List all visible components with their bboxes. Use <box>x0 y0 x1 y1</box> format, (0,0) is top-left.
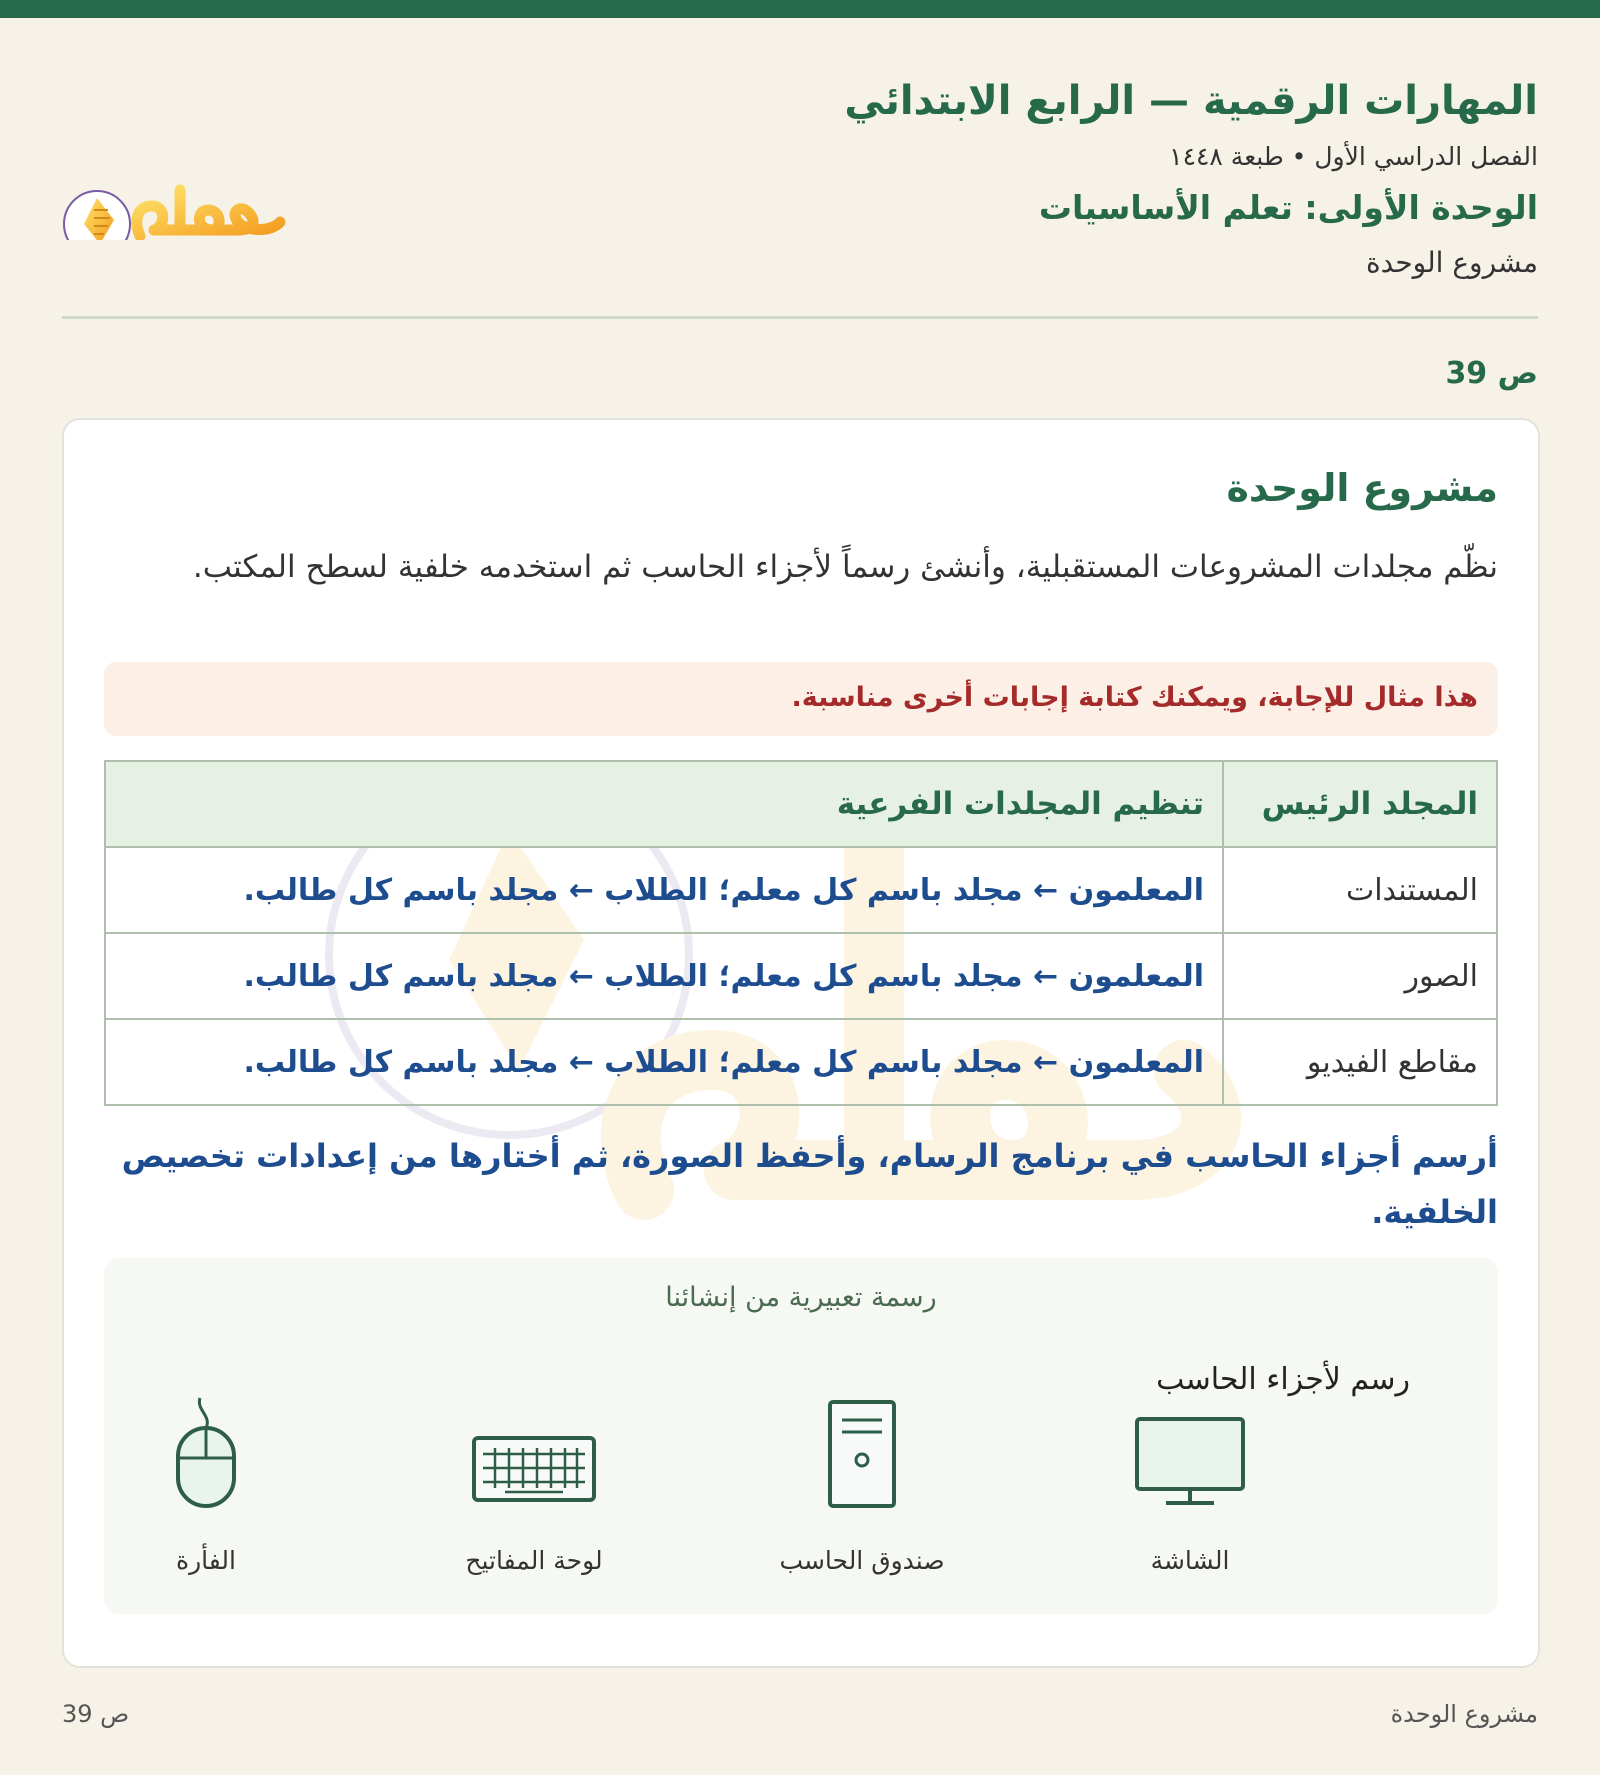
header-main-folder: المجلد الرئيس <box>1223 761 1497 847</box>
page-number-label: ص 39 <box>1445 356 1538 391</box>
book-title: المهارات الرقمية — الرابع الابتدائي <box>844 78 1538 124</box>
computer-case-icon <box>822 1398 902 1510</box>
table-row <box>105 1019 1497 1105</box>
main-folder-cell: المستندات <box>1223 847 1497 933</box>
lesson-title: مشروع الوحدة <box>1365 246 1538 279</box>
unit-title: الوحدة الأولى: تعلم الأساسيات <box>1038 188 1538 227</box>
illustration-caption: رسمة تعبيرية من إنشائنا <box>665 1282 937 1313</box>
part-monitor <box>1070 1408 1310 1578</box>
monitor-icon <box>1130 1408 1250 1508</box>
folders-table <box>104 760 1498 1106</box>
part-computer-case <box>742 1408 982 1578</box>
top-accent-bar <box>0 0 1600 18</box>
hulul-logo <box>62 140 292 240</box>
part-label: الفأرة <box>176 1546 236 1575</box>
project-instruction: نظّم مجلدات المشروعات المستقبلية، وأنشئ رسماً لأجزاء الحاسب ثم استخدمه خلفية لسطح المكتب. <box>192 549 1498 585</box>
subfolders-cell: المعلمون ← مجلد باسم كل معلم؛ الطلاب ← مجلد باسم كل طالب. <box>105 847 1223 933</box>
table-row <box>105 933 1497 1019</box>
part-label: الشاشة <box>1150 1546 1230 1575</box>
hulul-logo-icon <box>62 140 292 240</box>
part-label: لوحة المفاتيح <box>465 1546 603 1575</box>
wallpaper-answer: أرسم أجزاء الحاسب في برنامج الرسام، وأحفظ الصورة، ثم أختارها من إعدادات تخصيص الخلفية. <box>121 1137 1498 1231</box>
main-folder-cell: مقاطع الفيديو <box>1223 1019 1497 1105</box>
mouse-icon <box>166 1394 246 1510</box>
table-header-row <box>105 761 1497 847</box>
page-header <box>62 78 1538 316</box>
part-keyboard <box>414 1408 654 1578</box>
main-folder-cell: الصور <box>1223 933 1497 1019</box>
footer-page-number: ص 39 <box>62 1700 130 1728</box>
part-label: صندوق الحاسب <box>779 1546 945 1575</box>
header-divider <box>62 316 1538 319</box>
project-card <box>62 418 1540 1668</box>
computer-parts-illustration <box>104 1258 1498 1614</box>
subfolders-cell: المعلمون ← مجلد باسم كل معلم؛ الطلاب ← مجلد باسم كل طالب. <box>105 1019 1223 1105</box>
part-mouse <box>86 1408 326 1578</box>
subfolders-cell: المعلمون ← مجلد باسم كل معلم؛ الطلاب ← مجلد باسم كل طالب. <box>105 933 1223 1019</box>
footer-lesson: مشروع الوحدة <box>1390 1700 1538 1728</box>
semester-edition: الفصل الدراسي الأول • طبعة ١٤٤٨ <box>1169 142 1538 171</box>
illustration-title: رسم لأجزاء الحاسب <box>1156 1362 1410 1397</box>
notice-text: هذا مثال للإجابة، ويمكنك كتابة إجابات أخرى مناسبة. <box>791 682 1478 713</box>
example-answer-notice <box>104 662 1498 736</box>
project-title: مشروع الوحدة <box>1226 466 1498 510</box>
table-row <box>105 847 1497 933</box>
header-subfolders: تنظيم المجلدات الفرعية <box>105 761 1223 847</box>
keyboard-icon <box>469 1408 599 1508</box>
